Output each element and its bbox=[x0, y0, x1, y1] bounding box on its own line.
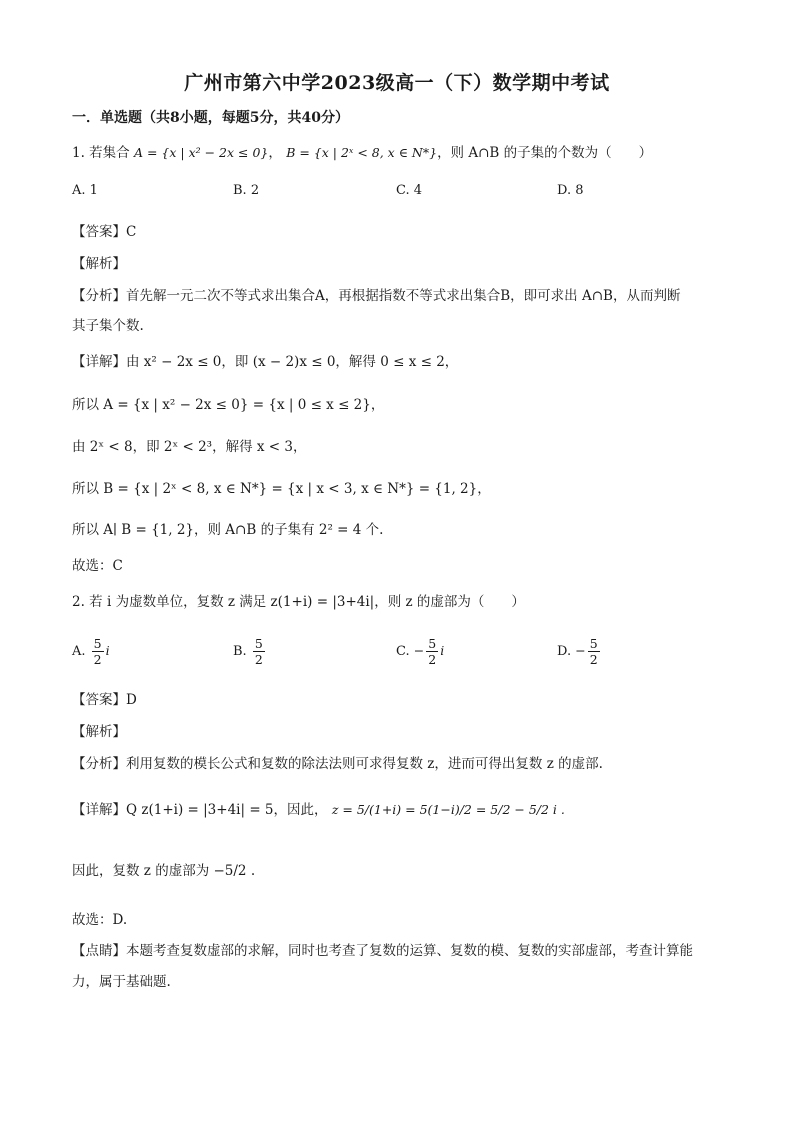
q1-detail-4: 所以 B = {x | 2ˣ < 8, x ∈ N*} = {x | x < 3, x ∈ N*} = {1, 2}， bbox=[72, 481, 491, 497]
q1-prefix: 1. 若集合 bbox=[72, 145, 130, 161]
q2-option-b: B. $\frac{5}{2}$ bbox=[233, 636, 263, 667]
q1-detail-1: 【详解】由 x² − 2x ≤ 0，即 (x − 2)x ≤ 0，解得 0 ≤ x ≤ 2， bbox=[72, 354, 459, 370]
q2-result: 故选：D. bbox=[72, 912, 128, 928]
q2-option-d: D. − $\frac{5}{2}$ bbox=[557, 636, 598, 667]
q2-analysis-tag: 【解析】 bbox=[72, 724, 126, 740]
q1-analysis-tag: 【解析】 bbox=[72, 256, 126, 272]
q1-fenxi: 【分析】首先解一元二次不等式求出集合A，再根据指数不等式求出集合B，即可求出 A∩B，从而判断 bbox=[72, 288, 681, 304]
q1-detail-3: 由 2ˣ < 8，即 2ˣ < 2³，解得 x < 3， bbox=[72, 439, 307, 455]
q1-option-b: B. 2 bbox=[233, 183, 260, 198]
q2-answer: 【答案】D bbox=[72, 692, 137, 708]
q1-stem: 1. 若集合 A = {x | x² − 2x ≤ 0}， B = {x | 2ˣ < 8, x ∈ N*}，则 A∩B 的子集的个数为（ ） bbox=[72, 145, 653, 161]
q1-suffix: ，则 A∩B 的子集的个数为（ ） bbox=[437, 145, 653, 161]
q2-detail-math: z = 5/(1+i) = 5(1−i)/2 = 5/2 − 5/2 i . bbox=[331, 802, 565, 817]
fraction: $\frac{5}{2}$ bbox=[254, 636, 263, 667]
q2-conclusion: 因此，复数 z 的虚部为 −5/2 . bbox=[72, 863, 256, 879]
q1-fenxi-cont: 其子集个数. bbox=[72, 318, 144, 334]
q1-set-b: B = {x | 2ˣ < 8, x ∈ N*} bbox=[286, 145, 438, 160]
exam-title: 广州市第六中学2023级高一（下）数学期中考试 bbox=[184, 72, 610, 94]
q2-option-a: A. $\frac{5}{2}$ i bbox=[72, 636, 110, 667]
fraction: $\frac{5}{2}$ bbox=[428, 636, 437, 667]
section-heading: 一．单选题（共8小题，每题5分，共40分） bbox=[72, 110, 349, 126]
q2-comment-2: 力，属于基础题. bbox=[72, 974, 171, 990]
q1-detail-2: 所以 A = {x | x² − 2x ≤ 0} = {x | 0 ≤ x ≤ 2}， bbox=[72, 397, 385, 413]
q1-set-a: A = {x | x² − 2x ≤ 0} bbox=[133, 145, 269, 160]
q2-detail: 【详解】Q z(1+i) = |3+4i| = 5，因此， z = 5/(1+i) = 5(1−i)/2 = 5/2 − 5/2 i . bbox=[72, 802, 565, 818]
q2-comment-1: 【点睛】本题考查复数虚部的求解，同时也考查了复数的运算、复数的模、复数的实部虚部，考查计算能 bbox=[72, 943, 693, 959]
q1-result: 故选：C bbox=[72, 558, 123, 574]
q1-answer: 【答案】C bbox=[72, 224, 137, 240]
fraction: $\frac{5}{2}$ bbox=[589, 636, 598, 667]
q2-fenxi: 【分析】利用复数的模长公式和复数的除法法则可求得复数 z，进而可得出复数 z 的虚部. bbox=[72, 756, 603, 772]
q1-detail-5: 所以 A∣ B = {1, 2}，则 A∩B 的子集有 2² = 4 个. bbox=[72, 522, 384, 538]
q1-option-d: D. 8 bbox=[557, 183, 584, 198]
q1-option-a: A. 1 bbox=[72, 183, 98, 198]
q1-option-c: C. 4 bbox=[396, 183, 423, 198]
fraction: $\frac{5}{2}$ bbox=[93, 636, 102, 667]
q2-stem: 2. 若 i 为虚数单位，复数 z 满足 z(1+i) = |3+4i|，则 z 的虚部为（ ） bbox=[72, 594, 525, 610]
q2-option-c: C. − $\frac{5}{2}$ i bbox=[396, 636, 445, 667]
